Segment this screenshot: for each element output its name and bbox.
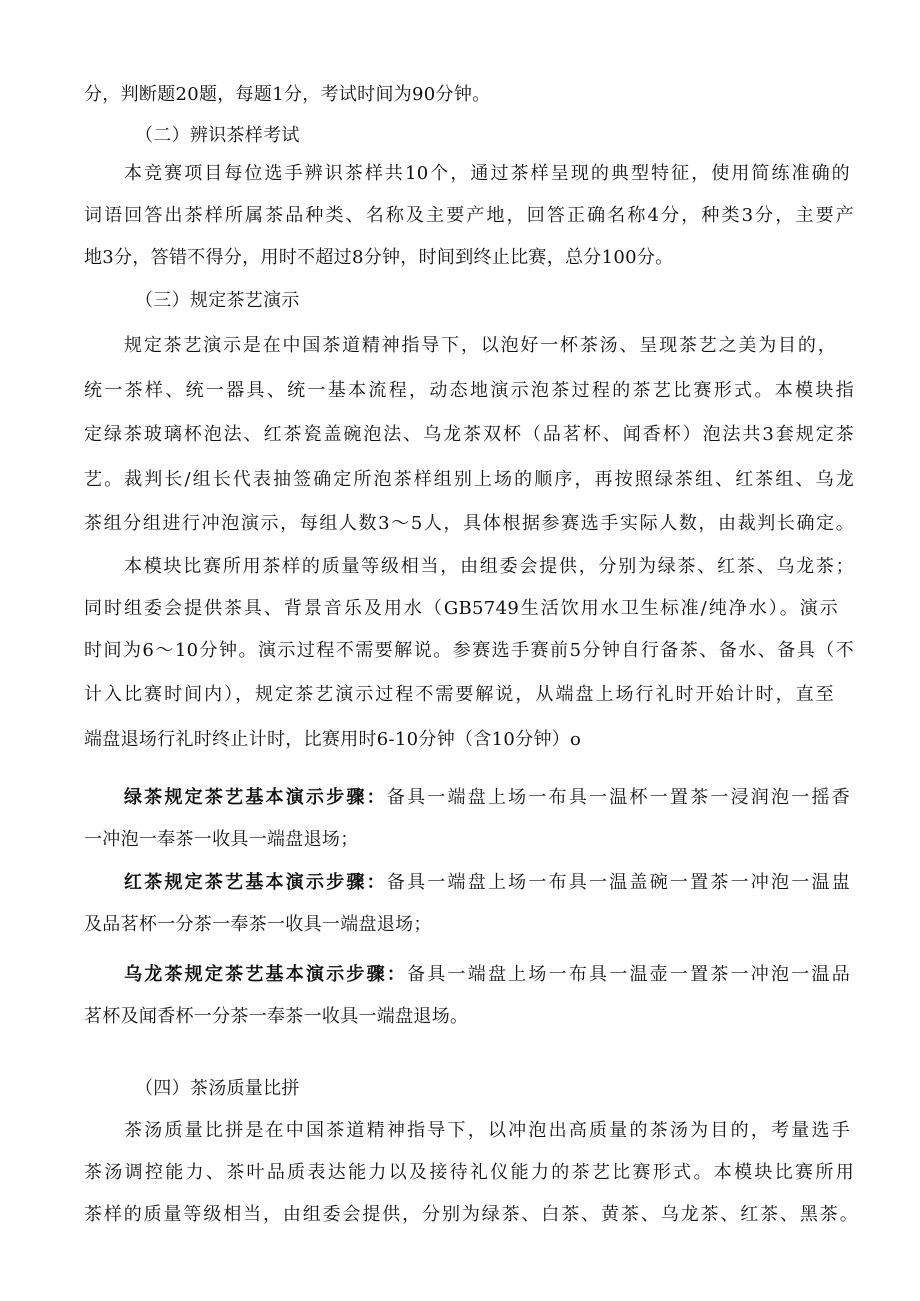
paragraph-line: 茶汤调控能力、茶叶品质表达能力以及接待礼仪能力的茶艺比赛形式。本模块比赛所用 (84, 1162, 854, 1183)
green-tea-steps-label: 绿茶规定茶艺基本演示步骤： (124, 787, 387, 808)
black-tea-steps-cont: 及品茗杯一分茶一奉茶一收具一端盘退场； (84, 914, 432, 935)
heading-tea-identification: （二）辨识茶样考试 (135, 125, 300, 146)
paragraph-line: 统一茶样、统一器具、统一基本流程，动态地演示泡茶过程的茶艺比赛形式。本模块指 (84, 380, 854, 401)
oolong-tea-steps-text: 备具一端盘上场一布具一温壶一置茶一冲泡一温品 (407, 964, 850, 985)
paragraph-line: 时间为6～10分钟。演示过程不需要解说。参赛选手赛前5分钟自行备茶、备水、备具（不 (84, 640, 854, 661)
green-tea-steps-line (124, 785, 850, 811)
heading-tea-soup-quality: （四）茶汤质量比拼 (135, 1078, 300, 1099)
paragraph-line: 端盘退场行礼时终止计时，比赛用时6-10分钟（含10分钟）o (84, 729, 582, 750)
paragraph-line: 规定茶艺演示是在中国茶道精神指导下，以泡好一杯茶汤、呈现茶艺之美为目的， (124, 335, 836, 356)
paragraph-line: 定绿茶玻璃杯泡法、红茶瓷盖碗泡法、乌龙茶双杯（品茗杯、闻香杯）泡法共3套规定茶 (84, 424, 854, 445)
intro-line: 分，判断题20题，每题1分，考试时间为90分钟。 (84, 84, 491, 105)
paragraph-line: 地3分，答错不得分，用时不超过8分钟，时间到终止比赛，总分100分。 (84, 247, 674, 268)
black-tea-steps-line (124, 870, 850, 896)
heading-tea-art-demo: （三）规定茶艺演示 (135, 290, 300, 311)
paragraph-line: 本模块比赛所用茶样的质量等级相当，由组委会提供，分别为绿茶、红茶、乌龙茶； (124, 556, 854, 577)
paragraph-line: 茶汤质量比拼是在中国茶道精神指导下，以冲泡出高质量的茶汤为目的，考量选手 (124, 1120, 850, 1141)
paragraph-line: 本竞赛项目每位选手辨识茶样共10个，通过茶样呈现的典型特征，使用简练准确的 (124, 163, 850, 184)
green-tea-steps-cont: 一冲泡一奉茶一收具一端盘退场； (84, 829, 359, 850)
green-tea-steps-text: 备具一端盘上场一布具一温杯一置茶一浸润泡一摇香 (386, 787, 850, 808)
paragraph-line: 茶样的质量等级相当，由组委会提供，分别为绿茶、白茶、黄茶、乌龙茶、红茶、黑茶。 (84, 1204, 858, 1225)
paragraph-line: 同时组委会提供茶具、背景音乐及用水（GB5749生活饮用水卫生标准/纯净水）。演示 (84, 598, 838, 619)
paragraph-line: 计入比赛时间内），规定茶艺演示过程不需要解说，从端盘上场行礼时开始计时，直至 (84, 684, 834, 705)
paragraph-line: 茶组分组进行冲泡演示，每组人数3～5人，具体根据参赛选手实际人数，由裁判长确定。 (84, 513, 854, 534)
oolong-tea-steps-line (124, 962, 850, 988)
black-tea-steps-label: 红茶规定茶艺基本演示步骤： (124, 872, 387, 893)
oolong-tea-steps-label: 乌龙茶规定茶艺基本演示步骤： (124, 964, 408, 985)
oolong-tea-steps-cont: 茗杯及闻香杯一分茶一奉茶一收具一端盘退场。 (84, 1006, 469, 1027)
black-tea-steps-text: 备具一端盘上场一布具一温盖碗一置茶一冲泡一温盅 (386, 872, 850, 893)
paragraph-line: 词语回答出茶样所属茶品种类、名称及主要产地，回答正确名称4分，种类3分，主要产 (84, 205, 854, 226)
paragraph-line: 艺。裁判长/组长代表抽签确定所泡茶样组别上场的顺序，再按照绿茶组、红茶组、乌龙 (84, 469, 854, 490)
